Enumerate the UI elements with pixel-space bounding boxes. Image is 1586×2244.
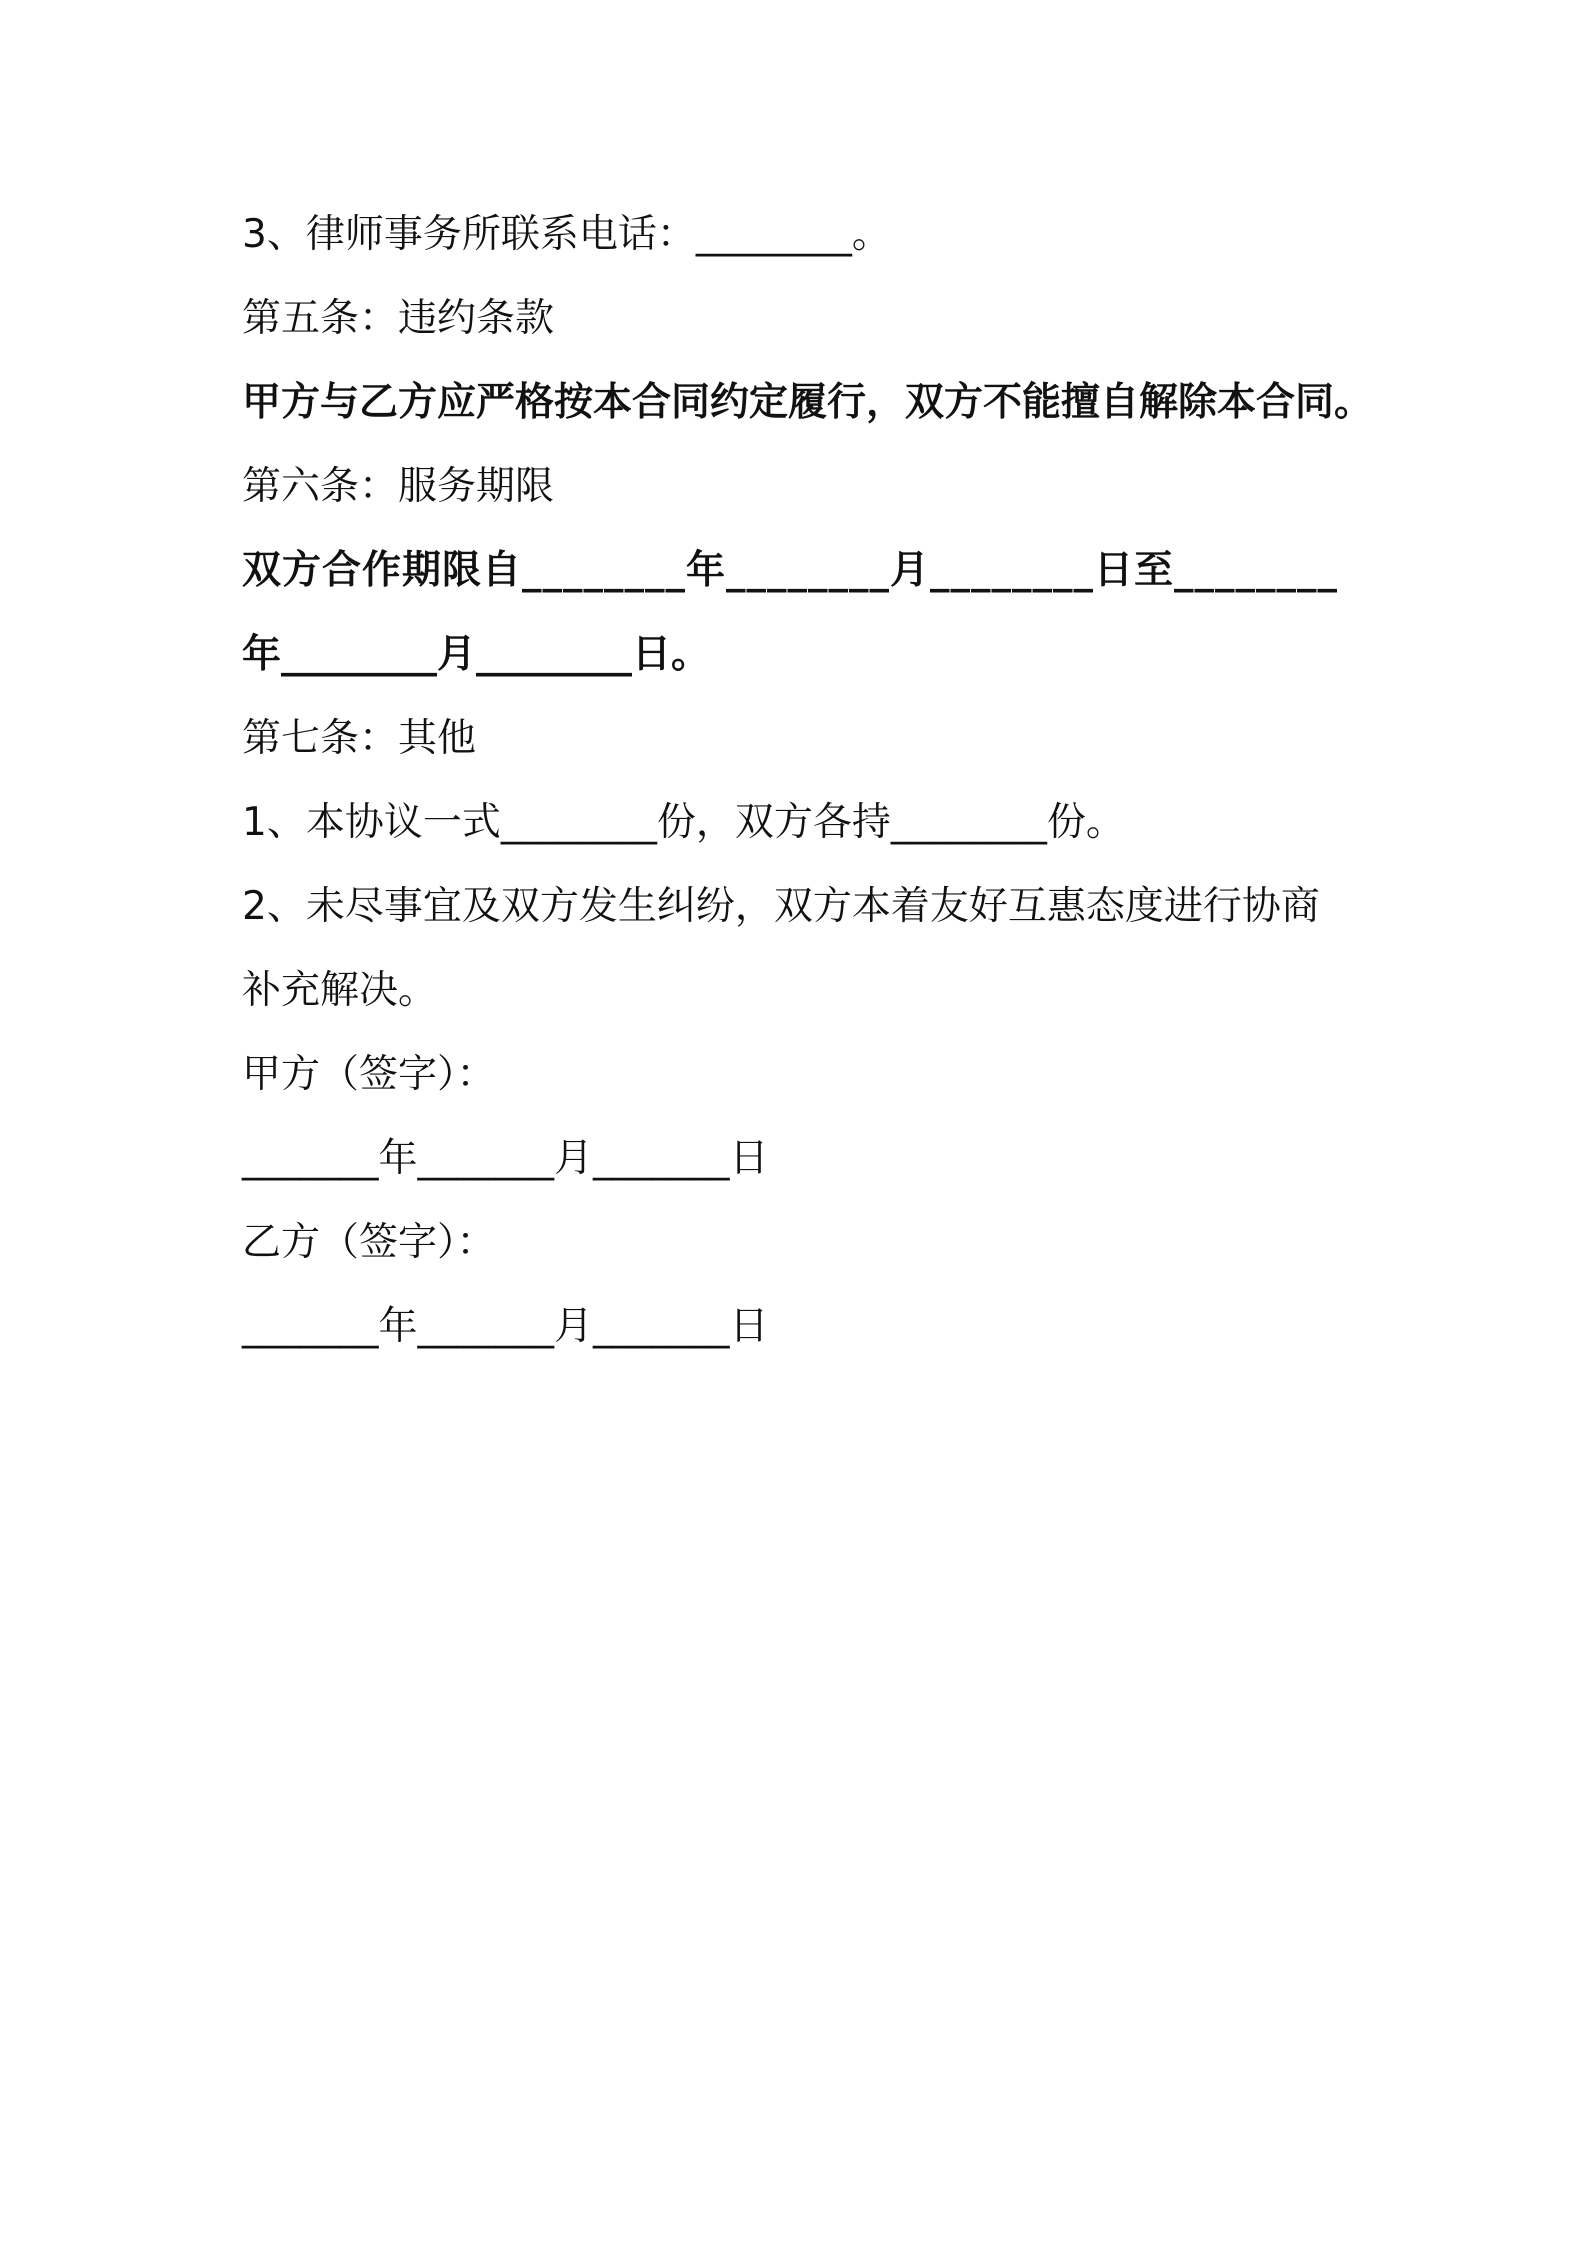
document-body: [242, 193, 1382, 1369]
clause-law-firm-phone: 3、律师事务所联系电话：________。: [242, 212, 891, 257]
clause-breach-text: 甲方与乙方应严格按本合同约定履行，双方不能擅自解除本合同。: [242, 380, 1374, 425]
clause-disputes-line-1: 2、未尽事宜及双方发生纠纷，双方本着友好互惠态度进行协商: [242, 884, 1320, 929]
party-a-date-line: _______年_______月_______日: [242, 1136, 769, 1181]
heading-article-7: 第七条：其他: [242, 716, 477, 761]
heading-article-5: 第五条：违约条款: [242, 296, 555, 341]
heading-article-6: 第六条：服务期限: [242, 464, 555, 509]
party-a-signature-label: 甲方（签字）：: [242, 1052, 496, 1097]
clause-service-period-line-1: 双方合作期限自________年________月________日至________: [242, 548, 1339, 593]
clause-service-period-line-2: 年________月________日。: [242, 632, 711, 677]
clause-disputes-line-2: 补充解决。: [242, 968, 438, 1013]
clause-copies: 1、本协议一式________份，双方各持________份。: [242, 800, 1125, 845]
party-b-date-line: _______年_______月_______日: [242, 1304, 769, 1349]
party-b-signature-label: 乙方（签字）：: [242, 1220, 496, 1265]
